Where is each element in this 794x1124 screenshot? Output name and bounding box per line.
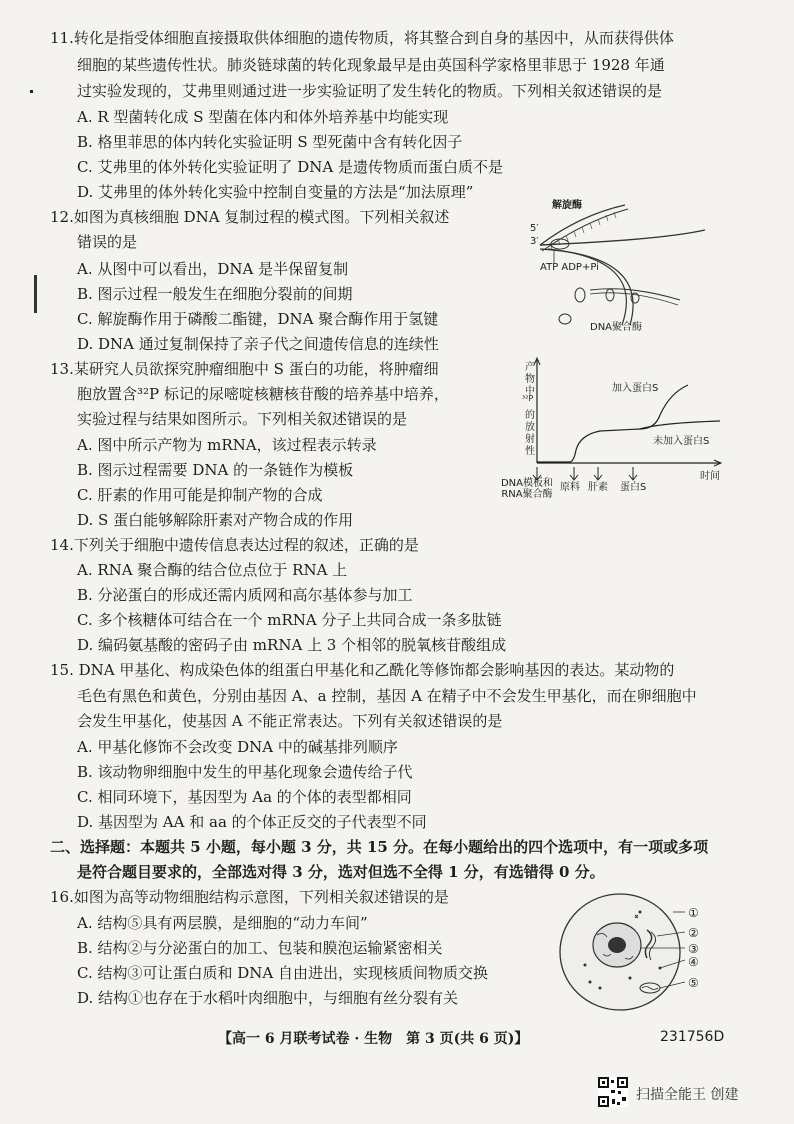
event-dna-template: DNA模板和RNA聚合酶 [500, 478, 554, 500]
q14-option-b: B. 分泌蛋白的形成还需内质网和高尔基体参与加工 [77, 586, 413, 604]
q14-stem: 14.下列关于细胞中遗传信息表达过程的叙述，正确的是 [50, 536, 419, 554]
q11-option-b: B. 格里菲思的体内转化实验证明 S 型死菌中含有转化因子 [77, 133, 463, 151]
q11-option-d: D. 艾弗里的体外转化实验中控制自变量的方法是“加法原理” [77, 183, 474, 201]
q16-stem: 16.如图为高等动物细胞结构示意图，下列相关叙述错误的是 [50, 888, 449, 906]
scan-mark-dot [30, 90, 33, 93]
q11-option-c: C. 艾弗里的体外转化实验证明了 DNA 是遗传物质而蛋白质不是 [77, 158, 504, 176]
chart-ylabel-char: 放 [525, 422, 535, 433]
chart-ylabel-char: ³²P [522, 394, 534, 403]
q13-stem-line1: 13.某研究人员欲探究肿瘤细胞中 S 蛋白的功能，将肿瘤细 [50, 360, 439, 378]
scan-mark-bar [34, 275, 37, 313]
q13-option-b: B. 图示过程需要 DNA 的一条链作为模板 [77, 461, 354, 479]
q11-stem-line1: 11.转化是指受体细胞直接摄取供体细胞的遗传物质，将其整合到自身的基因中，从而获得供体 [50, 29, 674, 47]
q16-option-a: A. 结构⑤具有两层膜，是细胞的“动力车间” [77, 914, 368, 932]
q16-option-c: C. 结构③可让蛋白质和 DNA 自由进出，实现核质间物质交换 [77, 964, 489, 982]
legend-with-protein-s: 加入蛋白S [612, 383, 659, 394]
q12-option-b: B. 图示过程一般发生在细胞分裂前的间期 [77, 285, 353, 303]
q16-option-b: B. 结构②与分泌蛋白的加工、包装和膜泡运输紧密相关 [77, 939, 443, 957]
chart-plot [520, 355, 730, 470]
q15-option-d: D. 基因型为 AA 和 aa 的个体正反交的子代表型不同 [77, 813, 427, 831]
dna-polymerase-label: DNA聚合酶 [590, 322, 643, 333]
series-without-protein-s [640, 421, 720, 429]
cell-label-1: ① [688, 906, 699, 920]
page-footer: 【高一 6 月联考试卷 · 生物 第 3 页(共 6 页)】 [218, 1031, 529, 1047]
q11-stem-line2: 细胞的某些遗传性状。肺炎链球菌的转化现象最早是由英国科学家格里菲思于 1928 年通 [77, 56, 665, 74]
chart-ylabel-char: 产 [525, 362, 535, 373]
chart-ylabel-char: 射 [525, 434, 535, 445]
cell-label-4: ④ [688, 955, 699, 969]
cell-label-5: ⑤ [688, 976, 699, 990]
q15-stem-line1: 15. DNA 甲基化、构成染色体的组蛋白甲基化和乙酰化等修饰都会影响基因的表达。某动物的 [50, 661, 675, 679]
q14-option-c: C. 多个核糖体可结合在一个 mRNA 分子上共同合成一条多肽链 [77, 611, 502, 629]
q15-stem-line2: 毛色有黑色和黄色，分别由基因 A、a 控制，基因 A 在精子中不会发生甲基化，而在卵细胞中 [77, 687, 697, 705]
cell-label-2: ② [688, 926, 699, 940]
qr-code-icon [598, 1077, 628, 1107]
q13-stem-line3: 实验过程与结果如图所示。下列相关叙述错误的是 [77, 410, 408, 428]
q14-option-a: A. RNA 聚合酶的结合位点位于 RNA 上 [77, 561, 348, 579]
three-prime-label: 3′ [530, 236, 539, 247]
q13-option-c: C. 肝素的作用可能是抑制产物的合成 [77, 486, 323, 504]
scanner-watermark: 扫描全能王 创建 [636, 1087, 739, 1103]
chart-xlabel: 时间 [700, 471, 720, 482]
chart-ylabel-char: 性 [525, 446, 535, 457]
series-with-protein-s [537, 385, 688, 462]
event-raw-material: 原料 [560, 482, 580, 493]
section2-heading-line2: 是符合题目要求的，全部选对得 3 分，选对但选不全得 1 分，有选错得 0 分。 [77, 863, 605, 881]
q12-stem-line1: 12.如图为真核细胞 DNA 复制过程的模式图。下列相关叙述 [50, 208, 450, 226]
q12-option-c: C. 解旋酶作用于磷酸二酯键，DNA 聚合酶作用于氢键 [77, 310, 439, 328]
atp-label: ATP ADP+Pi [540, 262, 599, 273]
q12-option-d: D. DNA 通过复制保持了亲子代之间遗传信息的连续性 [77, 335, 439, 353]
q13-option-d: D. S 蛋白能够解除肝素对产物合成的作用 [77, 511, 354, 529]
cell-label-3: ③ [688, 942, 699, 956]
legend-without-protein-s: 未加入蛋白S [653, 436, 710, 447]
paper-code: 231756D [660, 1029, 725, 1045]
q12-option-a: A. 从图中可以看出，DNA 是半保留复制 [77, 260, 349, 278]
chart-ylabel-char: 的 [525, 410, 535, 421]
q13-stem-line2: 胞放置含³²P 标记的尿嘧啶核糖核苷酸的培养基中培养， [77, 385, 449, 403]
q15-option-b: B. 该动物卵细胞中发生的甲基化现象会遗传给子代 [77, 763, 413, 781]
section2-heading-line1: 二、选择题：本题共 5 小题，每小题 3 分，共 15 分。在每小题给出的四个选项中，有一项或多项 [50, 838, 709, 856]
chart-ylabel-char: 物 [525, 374, 535, 385]
q12-stem-line2: 错误的是 [77, 233, 138, 251]
helicase-label: 解旋酶 [552, 200, 582, 211]
q16-option-d: D. 结构①也存在于水稻叶肉细胞中，与细胞有丝分裂有关 [77, 989, 459, 1007]
five-prime-label: 5′ [530, 223, 539, 234]
q15-option-a: A. 甲基化修饰不会改变 DNA 中的碱基排列顺序 [77, 738, 398, 756]
q15-stem-line3: 会发生甲基化，使基因 A 不能正常表达。下列有关叙述错误的是 [77, 712, 503, 730]
q15-option-c: C. 相同环境下，基因型为 Aa 的个体的表型都相同 [77, 788, 412, 806]
chart-ylabel-char: 中 [525, 386, 535, 397]
event-protein-s: 蛋白S [620, 482, 647, 493]
event-heparin: 肝素 [588, 482, 608, 493]
q14-option-d: D. 编码氨基酸的密码子由 mRNA 上 3 个相邻的脱氧核苷酸组成 [77, 636, 507, 654]
q13-option-a: A. 图中所示产物为 mRNA，该过程表示转录 [77, 436, 377, 454]
q11-stem-line3: 过实验发现的，艾弗里则通过进一步实验证明了发生转化的物质。下列相关叙述错误的是 [77, 82, 663, 100]
q11-option-a: A. R 型菌转化成 S 型菌在体内和体外培养基中均能实现 [77, 108, 449, 126]
